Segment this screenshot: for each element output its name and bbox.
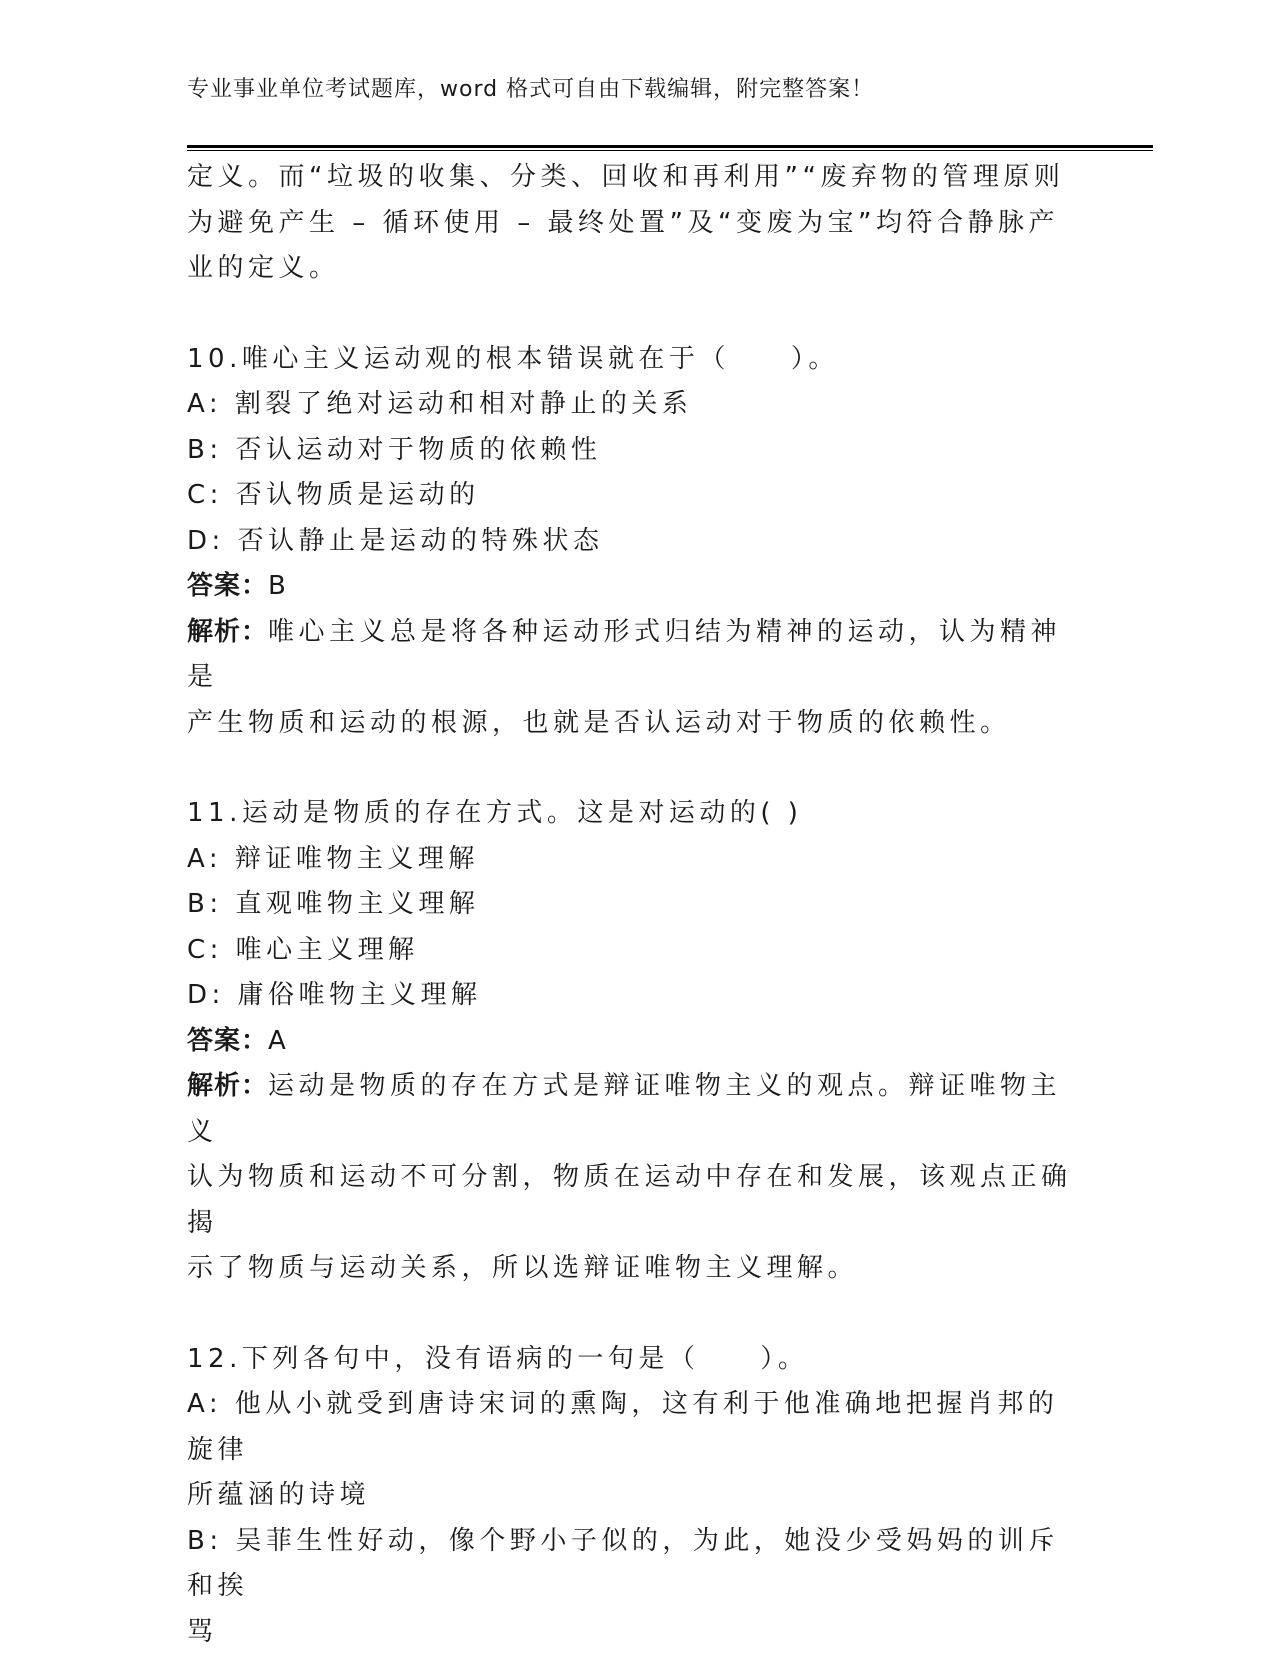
question-12-stem: 12.下列各句中，没有语病的一句是（ ）。 <box>187 1337 1077 1383</box>
question-10-analysis: 解析：唯心主义总是将各种运动形式归结为精神的运动，认为精神是 <box>187 610 1077 701</box>
answer-value: A <box>268 1026 290 1056</box>
question-10-analysis-cont: 产生物质和运动的根源，也就是否认运动对于物质的依赖性。 <box>187 701 1077 747</box>
document-body <box>187 155 1077 1655</box>
question-10-stem: 10.唯心主义运动观的根本错误就在于（ ）。 <box>187 337 1077 383</box>
question-11-analysis-cont: 认为物质和运动不可分割，物质在运动中存在和发展，该观点正确揭 <box>187 1155 1077 1246</box>
question-11-option-b: B: 直观唯物主义理解 <box>187 882 1077 928</box>
question-12-option-a-cont: 所蕴涵的诗境 <box>187 1473 1077 1519</box>
question-12-option-a: A: 他从小就受到唐诗宋词的熏陶，这有利于他准确地把握肖邦的旋律 <box>187 1382 1077 1473</box>
question-12-option-b: B: 吴菲生性好动，像个野小子似的，为此，她没少受妈妈的训斥和挨 <box>187 1519 1077 1610</box>
question-11-stem: 11.运动是物质的存在方式。这是对运动的( ) <box>187 791 1077 837</box>
answer-value: B <box>268 571 290 601</box>
question-10-option-d: D: 否认静止是运动的特殊状态 <box>187 519 1077 565</box>
question-10-answer <box>187 564 1077 610</box>
intro-line: 为避免产生 – 循环使用 – 最终处置”及“变废为宝”均符合静脉产 <box>187 201 1077 247</box>
analysis-label: 解析： <box>187 1071 268 1101</box>
answer-label: 答案： <box>187 1026 268 1056</box>
intro-line: 定义。而“垃圾的收集、分类、回收和再利用”“废弃物的管理原则 <box>187 155 1077 201</box>
page-header: 专业事业单位考试题库，word 格式可自由下载编辑，附完整答案！ <box>187 72 874 103</box>
question-11-option-a: A: 辩证唯物主义理解 <box>187 837 1077 883</box>
answer-label: 答案： <box>187 571 268 601</box>
question-11-analysis: 解析：运动是物质的存在方式是辩证唯物主义的观点。辩证唯物主义 <box>187 1064 1077 1155</box>
question-10-option-a: A: 割裂了绝对运动和相对静止的关系 <box>187 382 1077 428</box>
question-11-option-c: C: 唯心主义理解 <box>187 928 1077 974</box>
question-11-option-d: D: 庸俗唯物主义理解 <box>187 973 1077 1019</box>
question-10-option-c: C: 否认物质是运动的 <box>187 473 1077 519</box>
analysis-label: 解析： <box>187 617 268 647</box>
header-rule-thick <box>187 145 1153 148</box>
question-11-analysis-cont: 示了物质与运动关系，所以选辩证唯物主义理解。 <box>187 1246 1077 1292</box>
question-12-option-b-cont: 骂 <box>187 1610 1077 1655</box>
header-rule-thin <box>187 150 1153 151</box>
intro-line: 业的定义。 <box>187 246 1077 292</box>
question-10-option-b: B: 否认运动对于物质的依赖性 <box>187 428 1077 474</box>
question-11-answer <box>187 1019 1077 1065</box>
